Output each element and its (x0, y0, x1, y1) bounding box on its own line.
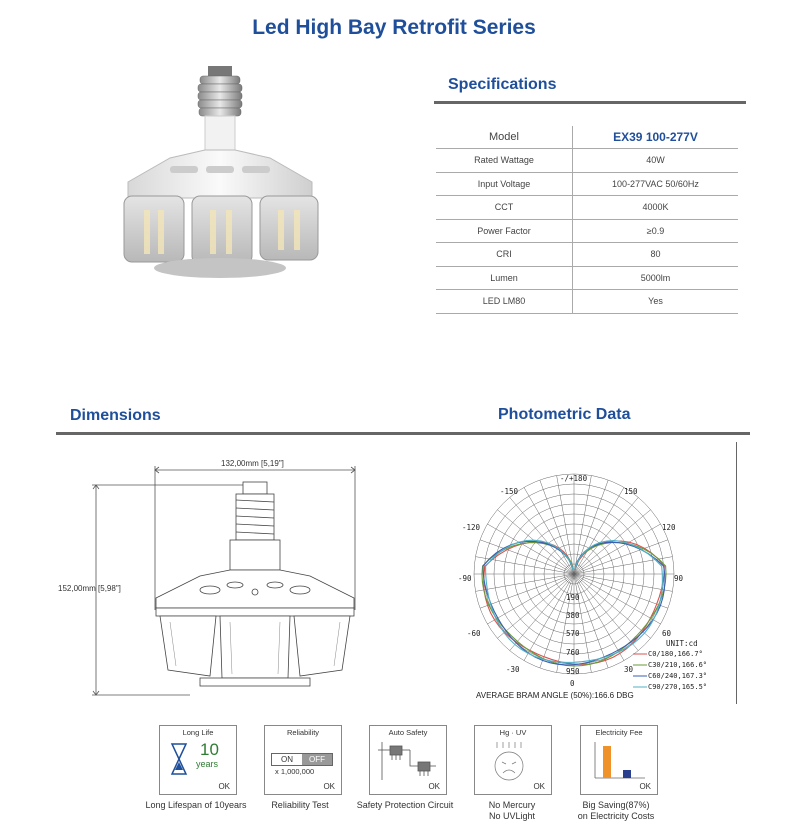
legend-entry: C30/210,166.6° (648, 661, 708, 669)
life-years-number: 10 (200, 740, 219, 759)
caption-line: Safety Protection Circuit (356, 800, 454, 810)
feature-caption (240, 800, 360, 811)
spec-value: Yes (573, 290, 739, 314)
sad-face-icon (487, 740, 537, 784)
switch-on-label: ON (272, 754, 302, 765)
spec-label: LED LM80 (436, 290, 573, 314)
angle-label-150: 150 (624, 487, 638, 496)
switch-off-label: OFF (302, 754, 332, 765)
angle-label-m60: -60 (467, 629, 481, 638)
spec-label: Lumen (436, 266, 573, 290)
spec-label: Rated Wattage (436, 149, 573, 173)
caption-line: Long Lifespan of 10years (145, 800, 247, 810)
angle-label-90: 90 (674, 574, 684, 583)
angle-label-0: 0 (570, 679, 575, 688)
spec-value: 5000lm (573, 266, 739, 290)
spec-value: 80 (573, 243, 739, 267)
specifications-table (436, 126, 738, 314)
polar-grid (474, 474, 674, 674)
feature-caption (452, 800, 572, 822)
unit-label: UNIT:cd (666, 639, 698, 648)
hourglass-icon (170, 742, 188, 776)
feature-caption (136, 800, 256, 811)
spec-row-model (436, 126, 738, 149)
spec-label: CRI (436, 243, 573, 267)
caption-line: on Electricity Costs (577, 811, 655, 821)
feature-long-life (159, 725, 237, 795)
feature-reliability (264, 725, 342, 795)
spec-label: Input Voltage (436, 172, 573, 196)
spec-value: ≥0.9 (573, 219, 739, 243)
feature-no-mercury (474, 725, 552, 795)
section-divider (56, 432, 750, 435)
caption-line: Reliability Test (271, 800, 329, 810)
feature-title: Auto Safety (388, 728, 428, 737)
spec-row (436, 149, 738, 173)
angle-label-60: 60 (662, 629, 672, 638)
angle-label-m30: -30 (506, 665, 520, 674)
spec-row (436, 196, 738, 220)
spec-value: 4000K (573, 196, 739, 220)
ok-label: OK (639, 782, 651, 791)
caption-line: No Mercury (488, 800, 536, 810)
electricity-bar-icon (591, 740, 647, 780)
spec-label: CCT (436, 196, 573, 220)
feature-title: Reliability (286, 728, 320, 737)
life-years-unit: years (196, 759, 219, 769)
dimensions-heading: Dimensions (70, 407, 161, 424)
photometric-heading: Photometric Data (498, 406, 631, 423)
spec-model-label: Model (436, 126, 573, 149)
spec-row (436, 266, 738, 290)
angle-label-30: 30 (624, 665, 634, 674)
spec-value: 100-277VAC 50/60Hz (573, 172, 739, 196)
ok-label: OK (323, 782, 335, 791)
spec-label: Power Factor (436, 219, 573, 243)
cycle-count: x 1,000,000 (275, 767, 315, 776)
radial-label: 380 (566, 611, 580, 620)
radial-label: 570 (566, 629, 580, 638)
specifications-divider (434, 101, 746, 104)
feature-title: Long Life (182, 728, 214, 737)
ok-label: OK (218, 782, 230, 791)
spec-model-value: EX39 100-277V (573, 126, 739, 149)
legend-entry: C0/180,166.7° (648, 650, 703, 658)
legend-entry: C90/270,165.5° (648, 683, 708, 691)
ok-label: OK (533, 782, 545, 791)
photometric-polar-chart (440, 470, 740, 702)
average-beam-angle: AVERAGE BRAM ANGLE (50%):166.6 DBG (476, 691, 634, 700)
product-photo (110, 62, 330, 292)
feature-title: Electricity Fee (595, 728, 643, 737)
legend-entry: C60/240,167.3° (648, 672, 708, 680)
feature-electricity-fee (580, 725, 658, 795)
height-dimension-label: 152,00mm [5,98"] (58, 584, 121, 593)
radial-label: 760 (566, 648, 580, 657)
feature-caption (556, 800, 676, 822)
angle-label-m150: -150 (500, 487, 519, 496)
spec-row (436, 290, 738, 314)
specifications-heading: Specifications (448, 76, 557, 93)
ok-label: OK (428, 782, 440, 791)
on-off-switch-icon (271, 753, 333, 766)
caption-line: No UVLight (488, 811, 536, 821)
circuit-icon (376, 740, 438, 784)
feature-title: Hg · UV (499, 728, 527, 737)
angle-label-120: 120 (662, 523, 676, 532)
radial-label: 190 (566, 593, 580, 602)
radial-label: 950 (566, 667, 580, 676)
dimension-drawing (50, 450, 370, 700)
feature-caption (345, 800, 465, 811)
angle-label-m120: -120 (462, 523, 481, 532)
caption-line: Big Saving(87%) (582, 800, 650, 810)
width-dimension-label: 132,00mm [5,19"] (221, 459, 284, 468)
page-title: Led High Bay Retrofit Series (252, 16, 536, 39)
spec-row (436, 243, 738, 267)
angle-label-m90: -90 (458, 574, 472, 583)
spec-value: 40W (573, 149, 739, 173)
spec-row (436, 219, 738, 243)
spec-row (436, 172, 738, 196)
angle-label-180: -/+180 (560, 474, 588, 483)
feature-auto-safety (369, 725, 447, 795)
